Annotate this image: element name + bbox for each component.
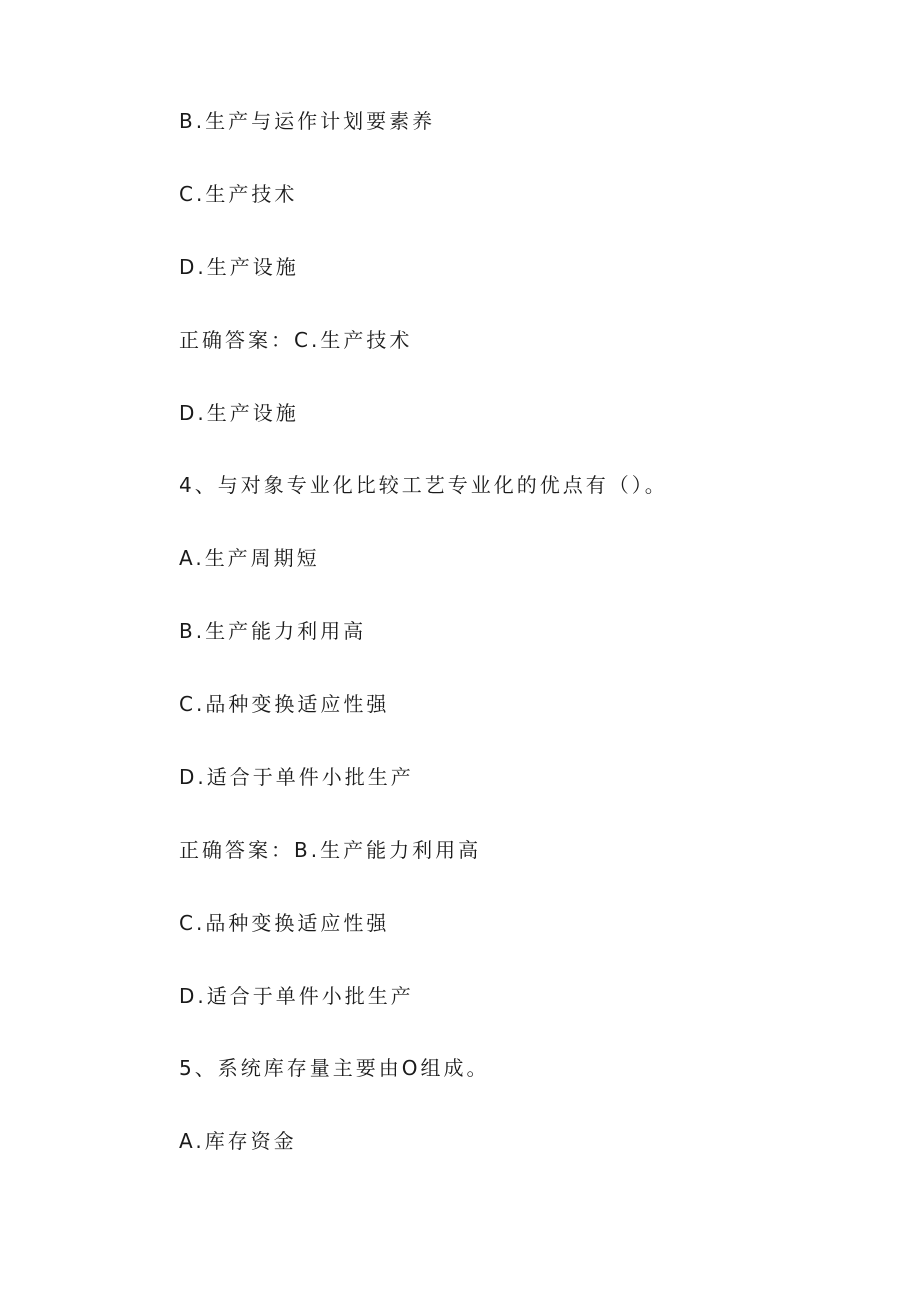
- answer-continuation-text: D.生产设施: [179, 401, 299, 425]
- option-b-text: B.生产能力利用高: [179, 619, 367, 643]
- answer-continuation-text: D.适合于单件小批生产: [179, 984, 414, 1008]
- correct-answer-text: 正确答案：B.生产能力利用高: [179, 838, 482, 862]
- option-d-text: D.适合于单件小批生产: [179, 765, 414, 789]
- option-a-text: A.生产周期短: [179, 546, 320, 570]
- correct-answer-text: 正确答案：C.生产技术: [179, 328, 413, 352]
- option-c-text: C.品种变换适应性强: [179, 692, 390, 716]
- option-c-text: C.生产技术: [179, 182, 298, 206]
- option-b-text: B.生产与运作计划要素养: [179, 109, 436, 133]
- option-a-text: A.库存资金: [179, 1129, 297, 1153]
- option-d-text: D.生产设施: [179, 255, 299, 279]
- question-5-text: 5、系统库存量主要由O组成。: [179, 1056, 490, 1080]
- answer-continuation-text: C.品种变换适应性强: [179, 911, 390, 935]
- question-4-text: 4、与对象专业化比较工艺专业化的优点有（）。: [179, 473, 668, 497]
